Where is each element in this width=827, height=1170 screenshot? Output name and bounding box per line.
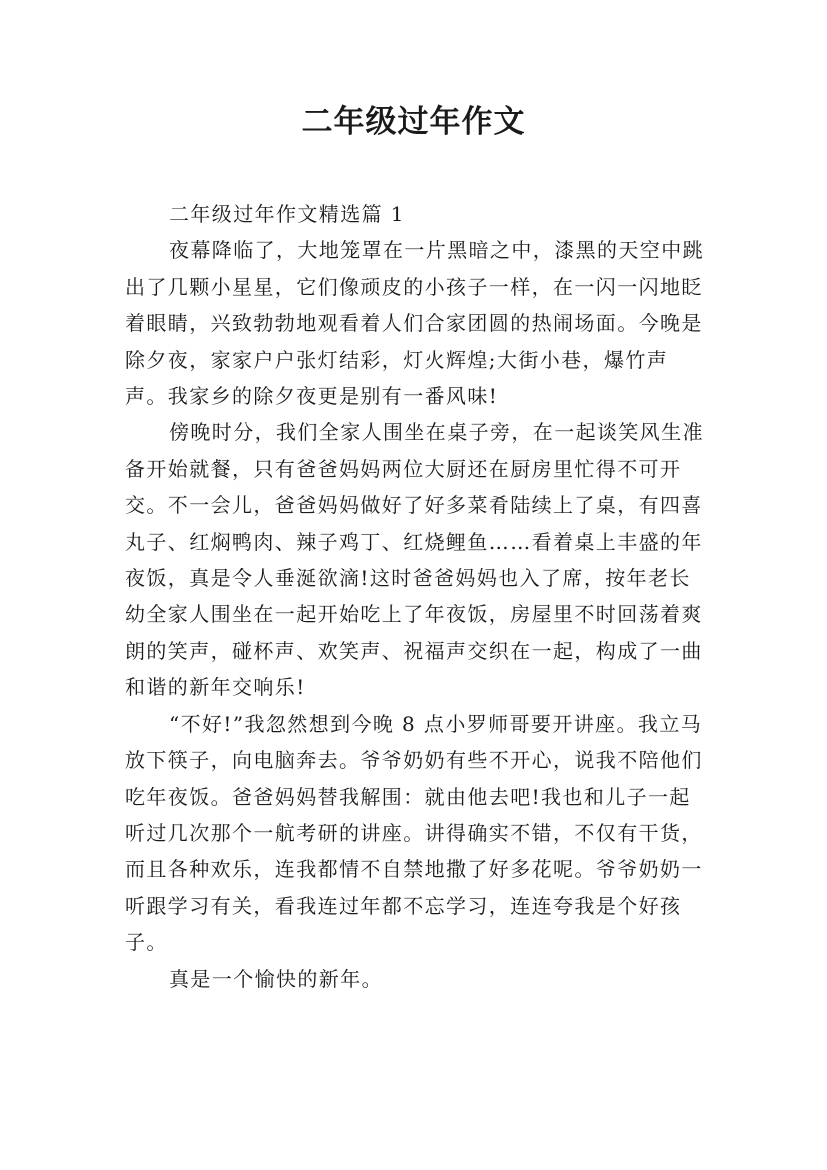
- paragraph-3: “不好!”我忽然想到今晚 8 点小罗师哥要开讲座。我立马放下筷子，向电脑奔去。爷爷奶奶有些不开心，说我不陪他们吃年夜饭。爸爸妈妈替我解围：就由他去吧!我也和儿子一起听过几次那个一航考研的讲座。讲得确实不错，不仅有干货，而且各种欢乐，连我都情不自禁地撒了好多花呢。爷爷奶奶一听跟学习有关，看我连过年都不忘学习，连连夸我是个好孩子。: [125, 711, 703, 955]
- paragraph-1: 夜幕降临了，大地笼罩在一片黑暗之中，漆黑的天空中跳出了几颗小星星，它们像顽皮的小孩子一样，在一闪一闪地眨着眼睛，兴致勃勃地观看着人们合家团圆的热闹场面。今晚是除夕夜，家家户户张灯结彩，灯火辉煌;大街小巷，爆竹声声。我家乡的除夕夜更是别有一番风味!: [125, 238, 704, 409]
- document-body: [125, 196, 710, 997]
- paragraph-2: 傍晚时分，我们全家人围坐在桌子旁，在一起谈笑风生准备开始就餐，只有爸爸妈妈两位大厨还在厨房里忙得不可开交。不一会儿，爸爸妈妈做好了好多菜肴陆续上了桌，有四喜丸子、红焖鸭肉、辣子鸡丁、红烧鲤鱼……看着桌上丰盛的年夜饭，真是令人垂涎欲滴!这时爸爸妈妈也入了席，按年老长幼全家人围坐在一起开始吃上了年夜饭，房屋里不时回荡着爽朗的笑声，碰杯声、欢笑声、祝福声交织在一起，构成了一曲和谐的新年交响乐!: [125, 420, 704, 700]
- document-title: 二年级过年作文: [301, 104, 526, 140]
- section-heading: 二年级过年作文精选篇 1: [169, 202, 405, 226]
- paragraph-4: 真是一个愉快的新年。: [169, 966, 383, 991]
